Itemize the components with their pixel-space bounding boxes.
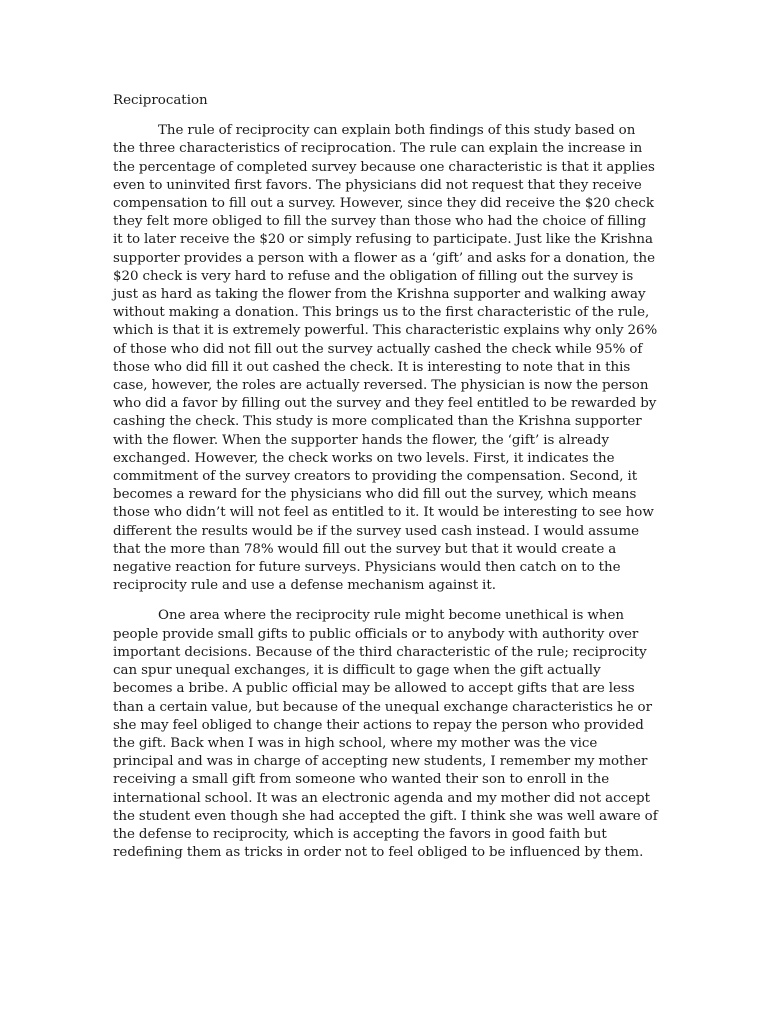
document-page (113, 92, 658, 874)
paragraph-2: One area where the reciprocity rule might become unethical is when people provide small gifts to public officials or to anybody with authority over important decisions. Because of the third characteristic of the rule; reciprocity can spur unequal exchanges, it is difficult to gage when the gift actually becomes a bribe. A public official may be allowed to accept gifts that are less than a certain value, but because of the unequal exchange characteristics he or she may feel obliged to change their actions to repay the person who provided the gift. Back when I was in high school, where my mother was the vice principal and was in charge of accepting new students, I remember my mother receiving a small gift from someone who wanted their son to enroll in the international school. It was an electronic agenda and my mother did not accept the student even though she had accepted the gift. I think she was well aware of the defense to reciprocity, which is accepting the favors in good faith but redefining them as tricks in order not to feel obliged to be influenced by them. (113, 608, 658, 861)
paragraph-1: The rule of reciprocity can explain both findings of this study based on the three characteristics of reciprocation. The rule can explain the increase in the percentage of completed survey because one characteristic is that it applies even to uninvited first favors. The physicians did not request that they receive compensation to fill out a survey. However, since they did receive the $20 check they felt more obliged to fill the survey than those who had the choice of filling it to later receive the $20 or simply refusing to participate. Just like the Krishna supporter provides a person with a flower as a ‘gift’ and asks for a donation, the $20 check is very hard to refuse and the obligation of filling out the survey is just as hard as taking the flower from the Krishna supporter and walking away without making a donation. This brings us to the first characteristic of the rule, which is that it is extremely powerful. This characteristic explains why only 26% of those who did not fill out the survey actually cashed the check while 95% of those who did fill it out cashed the check. It is interesting to note that in this case, however, the roles are actually reversed. The physician is now the person who did a favor by filling out the survey and they feel entitled to be rewarded by cashing the check. This study is more complicated than the Krishna supporter with the flower. When the supporter hands the flower, the ‘gift’ is already exchanged. However, the check works on two levels. First, it indicates the commitment of the survey creators to providing the compensation. Second, it becomes a reward for the physicians who did fill out the survey, which means those who didn’t will not feel as entitled to it. It would be interesting to see how different the results would be if the survey used cash instead. I would assume that the more than 78% would fill out the survey but that it would create a negative reaction for future surveys. Physicians would then catch on to the reciprocity rule and use a defense mechanism against it. (113, 123, 658, 594)
section-heading: Reciprocation (113, 93, 208, 108)
